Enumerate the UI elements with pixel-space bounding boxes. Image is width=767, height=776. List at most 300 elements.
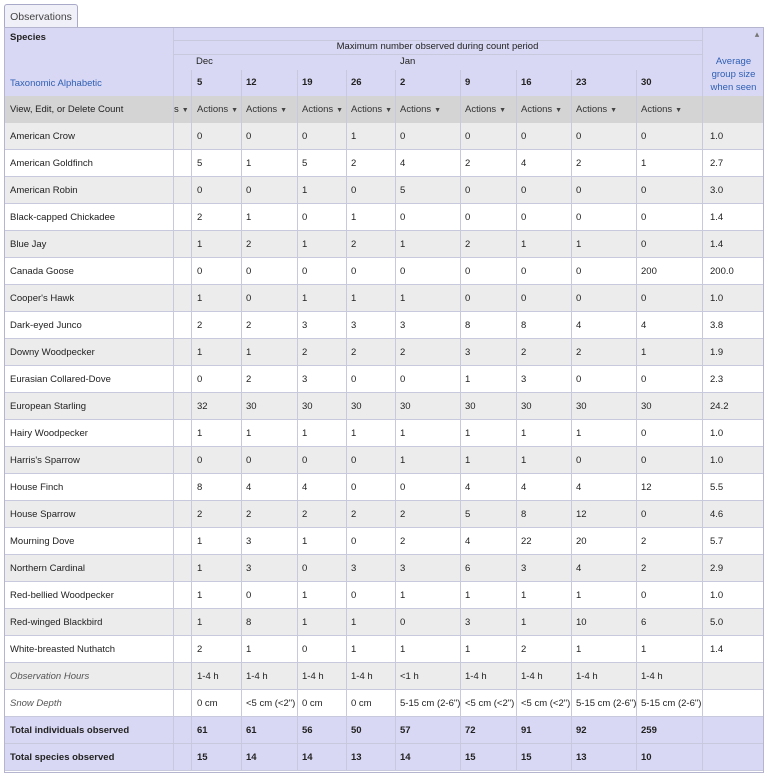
- count-cell: 1-4 h: [641, 671, 663, 682]
- count-cell: 0 cm: [197, 698, 218, 709]
- count-cell: 10: [641, 752, 652, 763]
- actions-dropdown[interactable]: [636, 96, 682, 123]
- week-header: 5: [192, 70, 241, 96]
- count-cell: 5-15 cm (2-6"): [400, 698, 460, 709]
- count-cell: 0: [302, 212, 308, 223]
- species-name: American Goldfinch: [10, 158, 93, 169]
- count-cell: 5: [197, 158, 203, 169]
- count-cell: 1: [576, 644, 582, 655]
- count-cell: <5 cm (<2"): [521, 698, 571, 709]
- count-cell: 0: [576, 455, 582, 466]
- count-cell: 30: [400, 401, 411, 412]
- count-cell: 0: [641, 374, 647, 385]
- count-cell: 92: [576, 725, 587, 736]
- count-cell: 1-4 h: [521, 671, 543, 682]
- average-cell: 2.3: [710, 374, 724, 385]
- count-cell: 1: [400, 644, 406, 655]
- count-cell: 0: [197, 185, 203, 196]
- count-cell: 1: [400, 293, 406, 304]
- count-cell: 0: [197, 374, 203, 385]
- count-cell: 0: [400, 482, 406, 493]
- count-cell: 1: [351, 617, 357, 628]
- average-cell: 1.4: [710, 212, 724, 223]
- count-cell: 1: [351, 644, 357, 655]
- week-header: 16: [516, 70, 571, 96]
- count-cell: 2: [351, 158, 357, 169]
- count-cell: 3: [246, 563, 252, 574]
- count-cell: 4: [246, 482, 252, 493]
- count-cell: 0: [641, 428, 647, 439]
- count-cell: 0: [246, 293, 252, 304]
- count-cell: 0: [641, 509, 647, 520]
- count-cell: 0: [351, 482, 357, 493]
- count-cell: 1: [197, 617, 203, 628]
- count-cell: 20: [576, 536, 587, 547]
- count-cell: 4: [521, 158, 527, 169]
- count-cell: 22: [521, 536, 532, 547]
- species-name: American Crow: [10, 131, 75, 142]
- average-cell: 4.6: [710, 509, 724, 520]
- average-cell: 2.7: [710, 158, 724, 169]
- count-cell: 2: [576, 158, 582, 169]
- count-cell: 0: [197, 266, 203, 277]
- count-cell: 0: [576, 266, 582, 277]
- count-cell: 1-4 h: [302, 671, 324, 682]
- count-cell: 0: [351, 374, 357, 385]
- count-cell: 0: [302, 644, 308, 655]
- count-cell: 1-4 h: [351, 671, 373, 682]
- count-cell: 1: [246, 212, 252, 223]
- count-cell: 0: [351, 185, 357, 196]
- count-cell: 1: [521, 239, 527, 250]
- count-cell: 56: [302, 725, 313, 736]
- count-cell: 1: [302, 617, 308, 628]
- count-cell: 1-4 h: [576, 671, 598, 682]
- count-cell: 3: [465, 347, 471, 358]
- count-cell: 4: [465, 536, 471, 547]
- count-cell: 2: [465, 239, 471, 250]
- count-cell: 0: [400, 131, 406, 142]
- species-header-cell: [5, 28, 173, 96]
- count-cell: 12: [641, 482, 652, 493]
- count-cell: 61: [246, 725, 257, 736]
- actions-label: Actions: [465, 104, 497, 115]
- month-dec: [191, 54, 396, 70]
- count-cell: 1: [197, 293, 203, 304]
- count-cell: <5 cm (<2"): [246, 698, 296, 709]
- actions-label: Actions: [641, 104, 673, 115]
- count-cell: 91: [521, 725, 532, 736]
- species-name: Mourning Dove: [10, 536, 75, 547]
- average-cell: 200.0: [710, 266, 734, 277]
- count-cell: 30: [246, 401, 257, 412]
- sort-taxonomic-link[interactable]: Taxonomic Alphabetic: [10, 78, 102, 89]
- count-cell: 1: [246, 347, 252, 358]
- column-divider: [702, 70, 703, 771]
- count-cell: 30: [302, 401, 313, 412]
- count-cell: 0: [302, 266, 308, 277]
- count-cell: 1: [246, 644, 252, 655]
- actions-dropdown[interactable]: [346, 96, 392, 123]
- count-cell: 6: [641, 617, 647, 628]
- count-cell: 32: [197, 401, 208, 412]
- average-cell: 5.7: [710, 536, 724, 547]
- count-cell: 15: [465, 752, 476, 763]
- count-cell: 5-15 cm (2-6"): [641, 698, 702, 709]
- count-cell: 3: [465, 617, 471, 628]
- count-cell: 2: [400, 347, 406, 358]
- count-cell: 0: [246, 590, 252, 601]
- actions-dropdown[interactable]: [192, 96, 238, 123]
- count-cell: 0: [641, 212, 647, 223]
- count-cell: 8: [521, 320, 527, 331]
- count-cell: 50: [351, 725, 362, 736]
- row-divider: [5, 770, 764, 771]
- count-cell: 3: [521, 563, 527, 574]
- count-cell: 1: [465, 374, 471, 385]
- count-cell: 1: [641, 158, 647, 169]
- header-spacer: [173, 54, 191, 96]
- count-cell: 0: [521, 266, 527, 277]
- count-cell: 0: [197, 131, 203, 142]
- count-cell: 4: [576, 563, 582, 574]
- count-cell: 2: [197, 212, 203, 223]
- count-cell: 2: [641, 563, 647, 574]
- count-cell: 0: [302, 455, 308, 466]
- tab-bar: [0, 0, 767, 28]
- count-cell: 5: [465, 509, 471, 520]
- species-name: House Finch: [10, 482, 64, 493]
- count-cell: 0: [302, 563, 308, 574]
- count-cell: 1: [521, 590, 527, 601]
- average-cell: 3.0: [710, 185, 724, 196]
- count-cell: 0: [576, 131, 582, 142]
- count-cell: 0: [400, 266, 406, 277]
- clipped-actions[interactable]: s ▼: [174, 104, 189, 115]
- count-cell: 1: [641, 347, 647, 358]
- species-name: Eurasian Collared-Dove: [10, 374, 111, 385]
- count-cell: 3: [400, 563, 406, 574]
- count-cell: 8: [197, 482, 203, 493]
- count-cell: 2: [246, 374, 252, 385]
- count-cell: 1: [521, 617, 527, 628]
- average-cell: 1.4: [710, 644, 724, 655]
- count-cell: 0: [351, 266, 357, 277]
- actions-label: Actions: [576, 104, 608, 115]
- chevron-down-icon: ▼: [610, 107, 618, 114]
- column-divider: [241, 70, 242, 771]
- count-cell: 1: [351, 131, 357, 142]
- count-cell: 1: [576, 590, 582, 601]
- count-cell: 30: [576, 401, 587, 412]
- actions-dropdown[interactable]: [571, 96, 617, 123]
- count-cell: 13: [351, 752, 362, 763]
- count-cell: 30: [465, 401, 476, 412]
- count-cell: 15: [521, 752, 532, 763]
- count-cell: 1: [197, 563, 203, 574]
- chevron-down-icon: ▼: [675, 107, 683, 114]
- average-cell: 24.2: [710, 401, 729, 412]
- tab-observations[interactable]: Observations: [4, 4, 78, 28]
- count-cell: 14: [400, 752, 411, 763]
- actions-dropdown[interactable]: [241, 96, 287, 123]
- row-label: Observation Hours: [10, 671, 90, 682]
- view-edit-label: View, Edit, or Delete Count: [10, 104, 124, 115]
- average-cell: 1.0: [710, 293, 724, 304]
- count-cell: 0: [465, 212, 471, 223]
- species-name: Red-winged Blackbird: [10, 617, 103, 628]
- count-cell: 12: [576, 509, 587, 520]
- count-cell: 0: [400, 212, 406, 223]
- count-cell: 1: [246, 428, 252, 439]
- count-cell: 0: [400, 617, 406, 628]
- count-cell: 1: [302, 293, 308, 304]
- count-cell: 1: [465, 455, 471, 466]
- header-top-strip: [173, 28, 702, 40]
- actions-label: Actions: [400, 104, 432, 115]
- avg-label-1: Average: [715, 56, 752, 67]
- species-name: Downy Woodpecker: [10, 347, 95, 358]
- count-cell: 259: [641, 725, 657, 736]
- week-header: 12: [241, 70, 297, 96]
- count-cell: 8: [521, 509, 527, 520]
- count-cell: 2: [465, 158, 471, 169]
- average-cell: 1.0: [710, 131, 724, 142]
- chevron-down-icon: ▼: [555, 107, 563, 114]
- species-label: Species: [10, 32, 46, 43]
- count-cell: 1: [302, 428, 308, 439]
- column-divider: [346, 70, 347, 771]
- count-cell: 2: [351, 239, 357, 250]
- species-name: European Starling: [10, 401, 87, 412]
- actions-label: Actions: [246, 104, 278, 115]
- count-cell: 0: [641, 185, 647, 196]
- count-cell: 2: [197, 320, 203, 331]
- count-cell: 3: [351, 320, 357, 331]
- count-cell: 4: [576, 482, 582, 493]
- count-cell: 30: [351, 401, 362, 412]
- count-cell: 0: [351, 536, 357, 547]
- average-cell: 1.4: [710, 239, 724, 250]
- count-cell: 0: [465, 266, 471, 277]
- row-label: Total species observed: [10, 752, 115, 763]
- count-cell: 2: [576, 347, 582, 358]
- count-cell: 0: [465, 131, 471, 142]
- chevron-down-icon: ▼: [336, 107, 344, 114]
- column-divider: [460, 70, 461, 771]
- count-cell: 2: [302, 509, 308, 520]
- count-cell: 1: [351, 293, 357, 304]
- average-cell: 2.9: [710, 563, 724, 574]
- count-cell: 2: [246, 320, 252, 331]
- count-cell: 0 cm: [302, 698, 323, 709]
- month-dec-label: Dec: [196, 56, 213, 67]
- count-cell: 2: [246, 239, 252, 250]
- count-cell: 0: [246, 131, 252, 142]
- column-divider: [297, 70, 298, 771]
- count-cell: 4: [521, 482, 527, 493]
- count-cell: 1: [302, 185, 308, 196]
- count-cell: 0: [246, 455, 252, 466]
- count-cell: 1: [400, 239, 406, 250]
- count-cell: 1: [197, 239, 203, 250]
- count-cell: 3: [521, 374, 527, 385]
- count-cell: 2: [400, 509, 406, 520]
- column-divider: [702, 28, 703, 70]
- count-cell: 2: [351, 347, 357, 358]
- count-cell: 0: [521, 131, 527, 142]
- count-cell: 0: [576, 212, 582, 223]
- count-cell: 6: [465, 563, 471, 574]
- count-cell: 1: [465, 644, 471, 655]
- actions-dropdown[interactable]: [460, 96, 506, 123]
- actions-dropdown[interactable]: [516, 96, 562, 123]
- actions-dropdown[interactable]: [395, 96, 441, 123]
- count-cell: 5-15 cm (2-6"): [576, 698, 636, 709]
- count-cell: 5: [400, 185, 406, 196]
- count-cell: 0: [641, 131, 647, 142]
- count-cell: <5 cm (<2"): [465, 698, 515, 709]
- max-observed-label: Maximum number observed during count period: [336, 41, 539, 52]
- count-cell: 0: [641, 293, 647, 304]
- count-cell: 4: [302, 482, 308, 493]
- row-label: Total individuals observed: [10, 725, 130, 736]
- chevron-down-icon: ▼: [385, 107, 393, 114]
- count-cell: 0: [641, 590, 647, 601]
- count-cell: 30: [521, 401, 532, 412]
- count-cell: 15: [197, 752, 208, 763]
- count-cell: 61: [197, 725, 208, 736]
- count-cell: 0: [246, 185, 252, 196]
- species-name: Red-bellied Woodpecker: [10, 590, 114, 601]
- scroll-up-icon[interactable]: ▴: [754, 29, 760, 39]
- count-cell: 0: [302, 131, 308, 142]
- week-header: 2: [395, 70, 460, 96]
- count-cell: 1: [400, 428, 406, 439]
- count-cell: 3: [246, 536, 252, 547]
- count-cell: 72: [465, 725, 476, 736]
- count-cell: 13: [576, 752, 587, 763]
- column-divider: [173, 28, 174, 70]
- count-cell: 1-4 h: [246, 671, 268, 682]
- count-cell: 1: [197, 347, 203, 358]
- row-label: Snow Depth: [10, 698, 62, 709]
- average-cell: 5.5: [710, 482, 724, 493]
- count-cell: 0: [465, 185, 471, 196]
- count-cell: 1: [197, 536, 203, 547]
- count-cell: 1: [465, 428, 471, 439]
- count-cell: 0: [521, 212, 527, 223]
- column-divider: [636, 70, 637, 771]
- average-cell: 1.0: [710, 428, 724, 439]
- species-name: Harris's Sparrow: [10, 455, 80, 466]
- count-cell: 0: [576, 293, 582, 304]
- count-cell: 2: [521, 644, 527, 655]
- average-cell: 1.0: [710, 455, 724, 466]
- count-cell: 2: [197, 509, 203, 520]
- actions-label: Actions: [197, 104, 229, 115]
- count-cell: 2: [400, 536, 406, 547]
- count-cell: 1: [641, 644, 647, 655]
- count-cell: 10: [576, 617, 587, 628]
- average-cell: 1.0: [710, 590, 724, 601]
- species-name: Dark-eyed Junco: [10, 320, 82, 331]
- count-cell: 2: [351, 509, 357, 520]
- species-name: Canada Goose: [10, 266, 74, 277]
- month-jan: [396, 54, 702, 70]
- column-divider: [395, 70, 396, 771]
- chevron-down-icon: ▼: [434, 107, 442, 114]
- count-cell: 1: [465, 590, 471, 601]
- count-cell: 3: [400, 320, 406, 331]
- max-observed-header: [173, 40, 702, 54]
- actions-label: Actions: [521, 104, 553, 115]
- average-cell: 1.9: [710, 347, 724, 358]
- count-cell: 1: [521, 455, 527, 466]
- count-cell: 0: [641, 239, 647, 250]
- count-cell: 2: [197, 644, 203, 655]
- count-cell: 1: [400, 455, 406, 466]
- count-cell: 2: [302, 347, 308, 358]
- count-cell: 0: [641, 455, 647, 466]
- count-cell: 1: [302, 239, 308, 250]
- species-name: Blue Jay: [10, 239, 47, 250]
- average-cell: 5.0: [710, 617, 724, 628]
- count-cell: 1-4 h: [197, 671, 219, 682]
- species-name: Northern Cardinal: [10, 563, 85, 574]
- count-cell: 4: [400, 158, 406, 169]
- avg-label-2: group size: [711, 69, 756, 80]
- count-cell: 0: [576, 185, 582, 196]
- count-cell: 4: [465, 482, 471, 493]
- species-name: House Sparrow: [10, 509, 76, 520]
- count-cell: 1: [351, 428, 357, 439]
- count-cell: <1 h: [400, 671, 419, 682]
- header-divider: [173, 54, 702, 55]
- column-divider: [191, 70, 192, 771]
- week-header: 30: [636, 70, 702, 96]
- count-cell: 3: [302, 320, 308, 331]
- species-name: Hairy Woodpecker: [10, 428, 88, 439]
- species-name: White-breasted Nuthatch: [10, 644, 116, 655]
- column-divider: [173, 70, 174, 771]
- count-cell: 0: [576, 374, 582, 385]
- average-cell: 3.8: [710, 320, 724, 331]
- count-cell: 1: [576, 428, 582, 439]
- species-name: Black-capped Chickadee: [10, 212, 116, 223]
- week-header: 9: [460, 70, 516, 96]
- count-cell: 1: [302, 536, 308, 547]
- count-cell: 4: [576, 320, 582, 331]
- count-cell: 4: [641, 320, 647, 331]
- actions-dropdown[interactable]: [297, 96, 343, 123]
- count-cell: 1: [302, 590, 308, 601]
- count-cell: 1: [351, 212, 357, 223]
- actions-label: Actions: [302, 104, 334, 115]
- avg-label-3: when seen: [710, 82, 757, 93]
- count-cell: 14: [246, 752, 257, 763]
- header-divider: [173, 40, 702, 41]
- count-cell: 1: [246, 158, 252, 169]
- count-cell: 1: [521, 428, 527, 439]
- count-cell: 8: [246, 617, 252, 628]
- species-name: American Robin: [10, 185, 78, 196]
- observations-table: [4, 27, 764, 773]
- count-cell: 2: [521, 347, 527, 358]
- count-cell: 1: [576, 239, 582, 250]
- count-cell: 0: [197, 455, 203, 466]
- count-cell: 57: [400, 725, 411, 736]
